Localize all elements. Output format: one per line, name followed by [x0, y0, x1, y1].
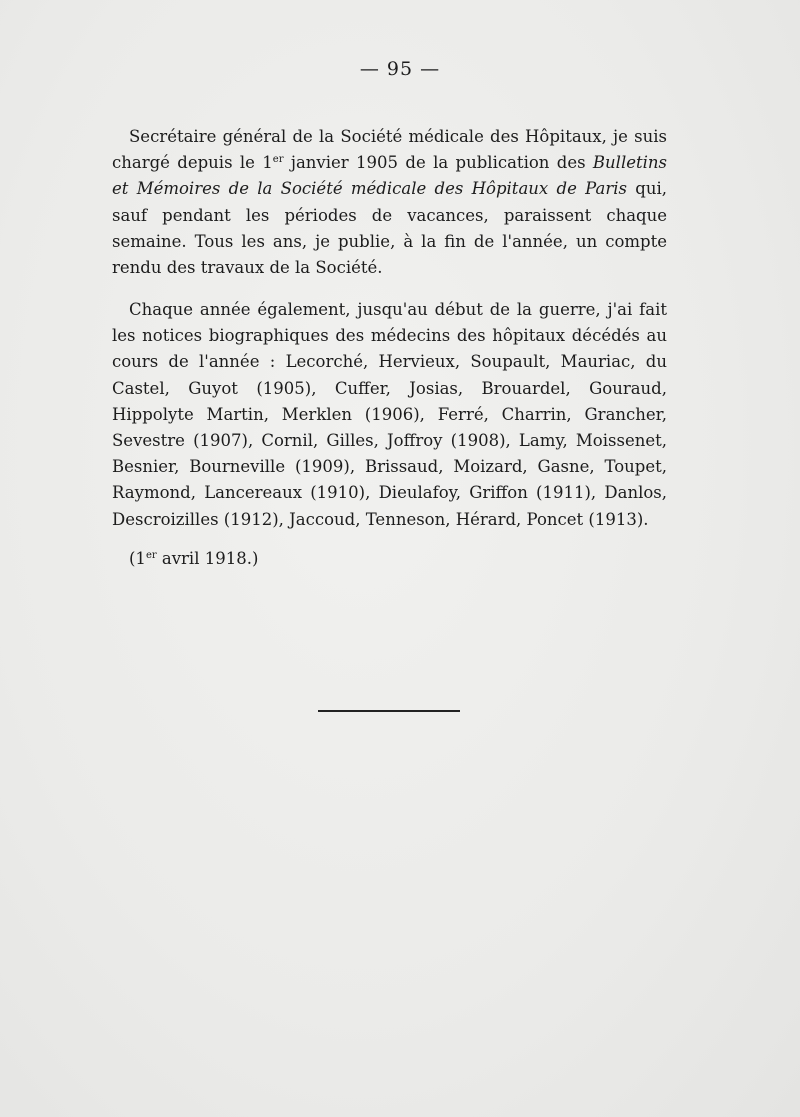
end-rule-divider: [318, 710, 460, 712]
superscript-ordinal: er: [145, 550, 157, 561]
paragraph-text-part: janvier 1905 de la publication des: [283, 153, 593, 173]
date-note-rest: avril 1918.): [156, 549, 259, 568]
paragraph-obituaries: [112, 297, 667, 533]
paragraph-secretary-text: [112, 124, 667, 281]
page-number: — 95 —: [359, 58, 441, 80]
date-note: [129, 549, 258, 568]
superscript-ordinal: er: [272, 154, 284, 166]
paragraph-text-part: Secrétaire général de la Société médicale des Hôpitaux, je suis chargé depuis le 1: [112, 127, 667, 173]
paragraph-text-part: qui, sauf pendant les périodes de vacances, paraissent chaque semaine. Tous les ans, je publie, à la fin de l'année, un compte rendu des travaux de la Société.: [112, 179, 667, 278]
publication-title: Bulletins et Mémoires de la Société médicale des Hôpitaux de Paris: [112, 153, 667, 199]
paragraph-obituaries-text: Chaque année également, jusqu'au début de la guerre, j'ai fait les notices biographiques des médecins des hôpitaux décédés au cours de l'année : Lecorché, Hervieux, Soupault, Mauriac, du Castel, Guyot (1905), Cuffer, Josias, Brouardel, Gouraud, Hippolyte Martin, Merklen (1906), Ferré, Charrin, Grancher, Sevestre (1907), Cornil, Gilles, Joffroy (1908), Lamy, Moissenet, Besnier, Bourneville (1909), Brissaud, Moizard, Gasne, Toupet, Raymond, Lancereaux (1910), Dieulafoy, Griffon (1911), Danlos, Descroizilles (1912), Jaccoud, Tenneson, Hérard, Poncet (1913).: [112, 300, 667, 529]
date-note-open: (1: [129, 549, 146, 568]
paragraph-secretary: [112, 124, 667, 281]
